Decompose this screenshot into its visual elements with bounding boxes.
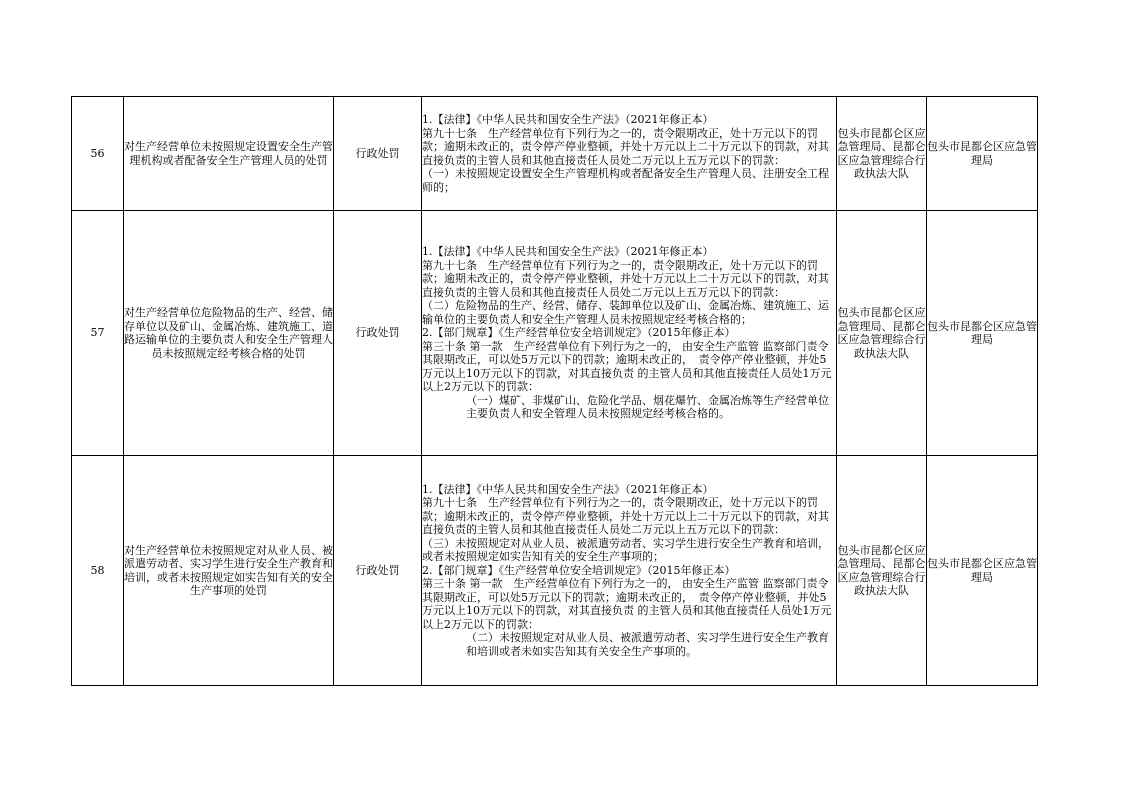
basis-line: （三）未按照规定对从业人员、被派遣劳动者、实习学生进行安全生产教育和培训，或者未按照规定如实告知有关的安全生产事项的；	[422, 536, 829, 564]
basis-line: 第三十条 第一款 生产经营单位有下列行为之一的， 由安全生产监管 监察部门责令其限期改正，可以处5万元以下的罚款；逾期未改正的， 责令停产停业整顿，并处5万元以上10万元以下的罚款，对其直接负责 的主管人员和其他直接责任人员处1万元以上2万元以下的罚款：	[422, 577, 832, 631]
basis-line: （二）未按照规定对从业人员、被派遣劳动者、实习学生进行安全生产教育和培训或者未如实告知其有关安全生产事项的。	[466, 631, 829, 658]
implementing-department: 包头市昆都仑区应急管理局、昆都仑区应急管理综合行政执法大队	[837, 97, 927, 211]
enforcement-table	[71, 96, 1038, 686]
basis-line: 第九十七条 生产经营单位有下列行为之一的，责令限期改正，处十万元以下的罚款；逾期未改正的，责令停产停业整顿，并处十万元以上二十万元以下的罚款，对其直接负责的主管人员和其他直接责任人员处二万元以上五万元以下的罚款：	[422, 126, 829, 167]
basis-line: 2.【部门规章】《生产经营单位安全培训规定》（2015年修正本）	[422, 563, 736, 577]
basis-line: 第三十条 第一款 生产经营单位有下列行为之一的， 由安全生产监管 监察部门责令其限期改正，可以处5万元以下的罚款；逾期未改正的， 责令停产停业整顿，并处5万元以上10万元以下的罚款，对其直接负责 的主管人员和其他直接责任人员处1万元以上2万元以下的罚款：	[422, 339, 832, 394]
basis-line: 1.【法律】《中华人民共和国安全生产法》（2021年修正本）	[422, 482, 714, 496]
basis-line: （一）煤矿、非煤矿山、危险化学品、烟花爆竹、金属冶炼等生产经营单位主要负责人和安全管理人员未按照规定经考核合格的。	[466, 393, 829, 421]
basis-line: 1.【法律】《中华人民共和国安全生产法》（2021年修正本）	[422, 113, 714, 126]
basis-line: 2.【部门规章】《生产经营单位安全培训规定》（2015年修正本）	[422, 326, 736, 340]
responsible-organ: 包头市昆都仑区应急管理局	[927, 211, 1038, 456]
item-name: 对生产经营单位未按照规定设置安全生产管理机构或者配备安全生产管理人员的处罚	[124, 97, 334, 211]
row-number: 58	[72, 456, 124, 686]
row-number: 57	[72, 211, 124, 456]
table-row	[72, 211, 1038, 456]
basis-line: 第九十七条 生产经营单位有下列行为之一的，责令限期改正，处十万元以下的罚款；逾期未改正的，责令停产停业整顿，并处十万元以上二十万元以下的罚款，对其直接负责的主管人员和其他直接责任人员处二万元以上五万元以下的罚款：	[422, 496, 829, 537]
responsible-organ: 包头市昆都仑区应急管理局	[927, 97, 1038, 211]
responsible-organ: 包头市昆都仑区应急管理局	[927, 456, 1038, 686]
basis-line: 第九十七条 生产经营单位有下列行为之一的，责令限期改正，处十万元以下的罚款；逾期未改正的，责令停产停业整顿，并处十万元以上二十万元以下的罚款，对其直接负责的主管人员和其他直接责任人员处二万元以上五万元以下的罚款：	[422, 258, 829, 299]
legal-basis	[422, 456, 837, 686]
row-number: 56	[72, 97, 124, 211]
item-type: 行政处罚	[334, 97, 422, 211]
table-row	[72, 456, 1038, 686]
implementing-department: 包头市昆都仑区应急管理局、昆都仑区应急管理综合行政执法大队	[837, 456, 927, 686]
implementing-department: 包头市昆都仑区应急管理局、昆都仑区应急管理综合行政执法大队	[837, 211, 927, 456]
legal-basis	[422, 211, 837, 456]
item-name: 对生产经营单位危险物品的生产、经营、储存单位以及矿山、金属冶炼、建筑施工、道路运输单位的主要负责人和安全生产管理人员未按照规定经考核合格的处罚	[124, 211, 334, 456]
basis-line: （一）未按照规定设置安全生产管理机构或者配备安全生产管理人员、注册安全工程师的；	[422, 167, 829, 194]
table-row	[72, 97, 1038, 211]
basis-line: 1.【法律】《中华人民共和国安全生产法》（2021年修正本）	[422, 245, 714, 259]
item-type: 行政处罚	[334, 456, 422, 686]
item-type: 行政处罚	[334, 211, 422, 456]
item-name: 对生产经营单位未按照规定对从业人员、被派遣劳动者、实习学生进行安全生产教育和培训，或者未按照规定如实告知有关的安全生产事项的处罚	[124, 456, 334, 686]
legal-basis	[422, 97, 837, 211]
basis-line: （二）危险物品的生产、经营、储存、装卸单位以及矿山、金属冶炼、建筑施工、运输单位的主要负责人和安全生产管理人员未按照规定经考核合格的；	[422, 299, 829, 326]
